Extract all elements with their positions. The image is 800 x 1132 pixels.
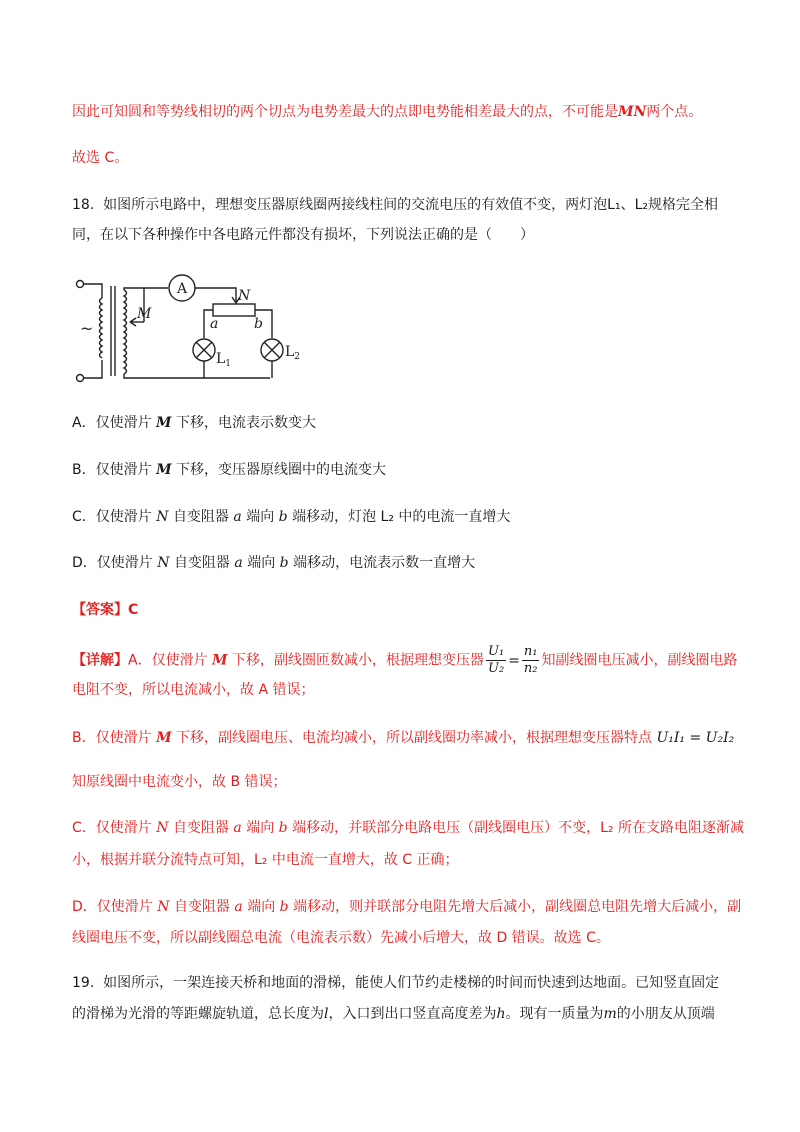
var-m: M [156,462,172,478]
detail-tag: 【详解】 [72,652,128,669]
detail-b-line2: 知原线圈中电流变小，故 B 错误； [72,774,287,790]
terminal-top [77,281,84,288]
answer-text: 【答案】C [72,602,139,618]
option-b[interactable]: B．仅使滑片 M 下移，变压器原线圈中的电流变大 [72,462,387,478]
text-segment: 规格完全相 [648,197,718,213]
detail-b-line1: B．仅使滑片 M 下移，副线圈电压、电流均减小，所以副线圈功率减小，根据理想变压器特点 U₁I₁ = U₂I₂ [72,730,735,746]
text-segment: 如图所示电路中，理想变压器原线圈两接线柱间的交流电压的有效值不变，两灯泡 [103,197,608,213]
circuit-diagram [70,268,310,390]
option-label: D． [72,555,97,571]
detail-c-line2: 小，根据并联分流特点可知，L₂ 中电流一直增大，故 C 正确； [72,852,459,868]
var-n: N [156,509,169,525]
q18-stem-line2 [72,224,534,246]
text-segment: 因此可知圆和等势线相切的两个切点为电势差最大的点即电势能相差最大的点，不可能是 [72,104,618,120]
option-label: C． [72,509,96,525]
detail-a-line1: 【详解】A．仅使滑片 M 下移，副线圈匝数减小，根据理想变压器 $\frac{\text{U₁}}{\text{U₂}}$ = $\frac{\text{n₁}}{\text{n₂}}$ 知副线圈电压减小，副线圈电路 [72,644,738,676]
text-segment: L₁、L₂ [607,197,648,213]
detail-c-line1: C．仅使滑片 N 自变阻器 a 端向 b 端移动，并联部分电路电压（副线圈电压）不变，L₂ 所在支路电阻逐渐减 [72,820,744,836]
primary-coil [100,298,103,358]
text-segment: 同，在以下各种操作中各电路元件都没有损坏，下列说法正确的是（ ） [72,227,534,243]
label-l2: $L_2$ [285,344,301,362]
equals-sign: = [508,652,520,669]
power-formula: U₁I₁ = U₂I₂ [656,730,735,746]
detail-d-line1: D．仅使滑片 N 自变阻器 a 端向 b 端移动，则并联部分电阻先增大后减小，副线圈总电阻先增大后减小，副 [72,899,742,915]
option-c[interactable]: C．仅使滑片 N 自变阻器 a 端向 b 端移动，灯泡 L₂ 中的电流一直增大 [72,509,511,525]
terminal-bottom [77,375,84,382]
option-d[interactable]: D．仅使滑片 N 自变阻器 a 端向 b 端移动，电流表示数一直增大 [72,555,476,571]
detail-d-line2: 线圈电压不变，所以副线圈总电流（电流表示数）先减小后增大，故 D 错误。故选 C。 [72,930,610,946]
option-label: A． [72,415,96,431]
question-number: 19. [72,975,95,991]
ac-symbol: ~ [80,319,94,338]
var-m: M [156,415,172,431]
var-mn: MN [618,104,647,120]
var-m-mass: m [603,1006,617,1022]
var-n: N [157,555,170,571]
fraction-u1-u2: $\frac{\text{U₁}}{\text{U₂}}$ [487,644,505,676]
label-b: b [254,316,263,332]
detail-a-line2: 电阻不变，所以电流减小，故 A 错误； [72,682,315,698]
fraction-n1-n2: $\frac{\text{n₁}}{\text{n₂}}$ [523,644,538,676]
label-a: a [210,316,219,332]
option-a[interactable]: A．仅使滑片 M 下移，电流表示数变大 [72,415,316,431]
q18-stem-line1 [72,194,718,216]
q19-line2: 的滑梯为光滑的等距螺旋轨道，总长度为l，入口到出口竖直高度差为h。现有一质量为m的小朋友从顶端 [72,1006,715,1022]
secondary-coil [124,290,127,374]
var-h: h [496,1006,506,1022]
label-m: M [137,306,152,322]
rheostat [213,304,255,316]
label-l1: $L_1$ [216,351,232,369]
question-number: 18. [72,197,95,213]
text-segment: 故选 C。 [72,150,129,166]
text-segment: 两个点。 [646,104,703,120]
secondary-lead-bottom [124,374,270,378]
ammeter-lead [195,288,236,302]
primary-lead-top [84,284,103,298]
q19-line1: 19. 如图所示，一架连接天桥和地面的滑梯，能使人们节约走楼梯的时间而快速到达地面。已知竖直固定 [72,975,720,991]
primary-lead-bottom [84,360,103,378]
ammeter-label: A [177,281,188,297]
label-n: N [238,288,251,304]
previous-choose [72,147,128,169]
var-l: l [324,1006,329,1022]
secondary-lead-top [124,288,168,290]
answer-line [72,599,138,621]
previous-solution-line [72,101,702,123]
option-label: B． [72,462,96,478]
